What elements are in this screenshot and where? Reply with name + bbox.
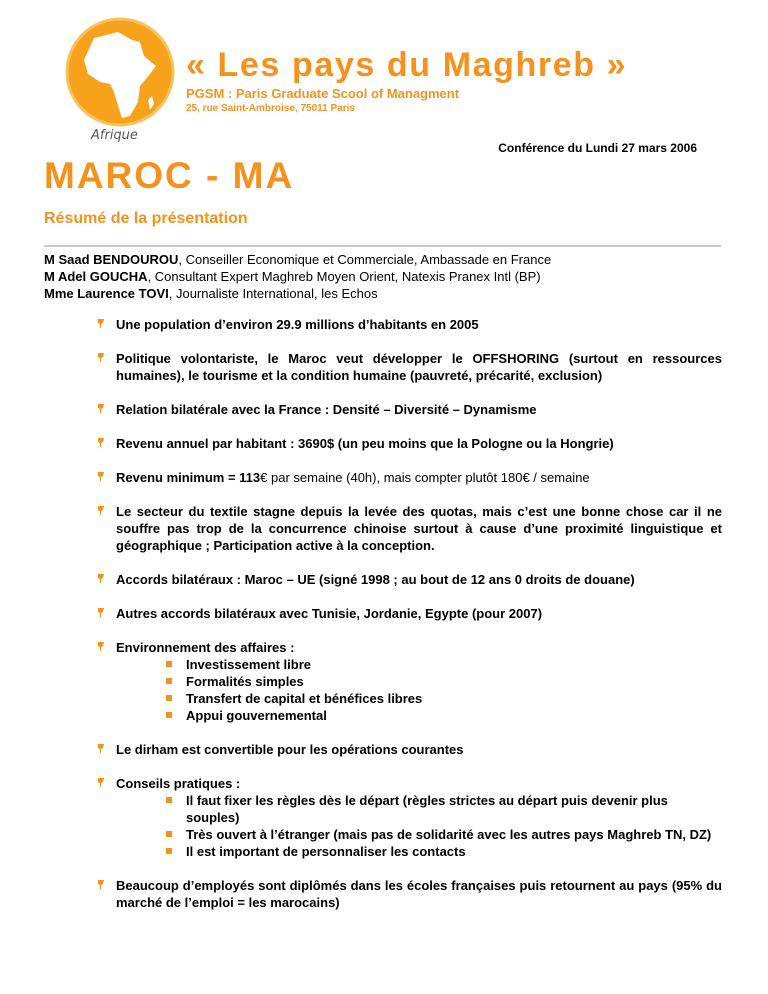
sub-item-text: Il est important de personnaliser les contacts [186, 844, 466, 859]
bullet-text: Revenu minimum = 113 [116, 470, 261, 485]
square-bullet-icon [166, 661, 172, 667]
speaker-role: , Consultant Expert Maghreb Moyen Orient, Natexis Pranex Intl (BP) [147, 269, 541, 284]
school-address: 25, rue Saint-Ambroise, 75011 Paris [186, 103, 355, 114]
bullet-text: Une population d’environ 29.9 millions d’habitants en 2005 [116, 317, 479, 332]
speaker-item [44, 285, 734, 302]
pin-bullet-icon [96, 573, 106, 584]
square-bullet-icon [166, 797, 172, 803]
sub-list-item [166, 843, 722, 860]
speaker-name: M Adel GOUCHA [44, 269, 148, 284]
summary-bullet-list [96, 316, 722, 928]
bullet-text: Politique volontariste, le Maroc veut développer le OFFSHORING (surtout en ressources humaines), le tourisme et la condition humaine (pauvreté, précarité, exclusion) [116, 351, 722, 383]
bullet-text: Beaucoup d’employés sont diplômés dans les écoles françaises puis retournent au pays (95% du marché de l’emploi = les marocains) [116, 878, 722, 910]
speaker-item [44, 251, 734, 268]
sub-item-text: Investissement libre [186, 657, 311, 672]
list-item [96, 503, 722, 554]
list-item [96, 401, 722, 418]
pin-bullet-icon [96, 505, 106, 516]
sub-list-item [166, 656, 722, 673]
pin-bullet-icon [96, 607, 106, 618]
square-bullet-icon [166, 712, 172, 718]
bullet-text: Conseils pratiques : [116, 776, 241, 791]
list-item [96, 350, 722, 384]
logo-caption: Afrique [91, 128, 138, 143]
bullet-text: Environnement des affaires : [116, 640, 295, 655]
pin-bullet-icon [96, 352, 106, 363]
sub-list-item [166, 673, 722, 690]
list-item [96, 316, 722, 333]
pin-bullet-icon [96, 471, 106, 482]
sub-list [116, 792, 722, 860]
list-item [96, 775, 722, 860]
pin-bullet-icon [96, 403, 106, 414]
bullet-text: Autres accords bilatéraux avec Tunisie, Jordanie, Egypte (pour 2007) [116, 606, 543, 621]
section-title: Résumé de la présentation [44, 210, 248, 227]
school-name: PGSM : Paris Graduate Scool of Managment [186, 86, 460, 101]
speaker-name: Mme Laurence TOVI [44, 286, 169, 301]
sub-item-text: Appui gouvernemental [186, 708, 327, 723]
bullet-text: Revenu annuel par habitant : 3690$ (un peu moins que la Pologne ou la Hongrie) [116, 436, 614, 451]
pin-bullet-icon [96, 437, 106, 448]
sub-item-text: Transfert de capital et bénéfices libres [186, 691, 423, 706]
sub-list-item [166, 690, 722, 707]
list-item [96, 877, 722, 911]
section-divider [44, 245, 721, 247]
list-item [96, 605, 722, 622]
list-item [96, 435, 722, 452]
sub-list-item [166, 792, 722, 826]
pin-bullet-icon [96, 879, 106, 890]
sub-list-item [166, 826, 722, 843]
bullet-text-normal: € par semaine (40h), mais compter plutôt 180€ / semaine [260, 470, 590, 485]
square-bullet-icon [166, 695, 172, 701]
pin-bullet-icon [96, 743, 106, 754]
sub-item-text: Très ouvert à l’étranger (mais pas de solidarité avec les autres pays Maghreb TN, DZ) [186, 827, 712, 842]
speaker-role: , Conseiller Economique et Commerciale, Ambassade en France [178, 252, 552, 267]
list-item [96, 741, 722, 758]
speaker-list [44, 251, 734, 302]
list-item [96, 571, 722, 588]
square-bullet-icon [166, 831, 172, 837]
pin-bullet-icon [96, 641, 106, 652]
speaker-item [44, 268, 734, 285]
bullet-text: Le secteur du textile stagne depuis la levée des quotas, mais c’est une bonne chose car il ne souffre pas trop de la concurrence chinoise surtout à cause d’une proximité linguistique et géographique ; Participation active à la conception. [116, 504, 722, 553]
sub-list [116, 656, 722, 724]
pin-bullet-icon [96, 318, 106, 329]
bullet-text: Le dirham est convertible pour les opérations courantes [116, 742, 464, 757]
square-bullet-icon [166, 848, 172, 854]
square-bullet-icon [166, 678, 172, 684]
list-item [96, 469, 722, 486]
conference-date: Conférence du Lundi 27 mars 2006 [498, 141, 697, 155]
sub-list-item [166, 707, 722, 724]
sub-item-text: Il faut fixer les règles dès le départ (règles strictes au départ puis devenir plus souples) [186, 793, 668, 825]
document-title: « Les pays du Maghreb » [186, 46, 628, 84]
bullet-text: Accords bilatéraux : Maroc – UE (signé 1998 ; au bout de 12 ans 0 droits de douane) [116, 572, 635, 587]
sub-item-text: Formalités simples [186, 674, 304, 689]
speaker-role: , Journaliste International, les Echos [168, 286, 378, 301]
speaker-name: M Saad BENDOUROU [44, 252, 179, 267]
bullet-text: Relation bilatérale avec la France : Densité – Diversité – Dynamisme [116, 402, 537, 417]
list-item [96, 639, 722, 724]
country-title: MAROC - MA [44, 155, 295, 196]
pin-bullet-icon [96, 777, 106, 788]
